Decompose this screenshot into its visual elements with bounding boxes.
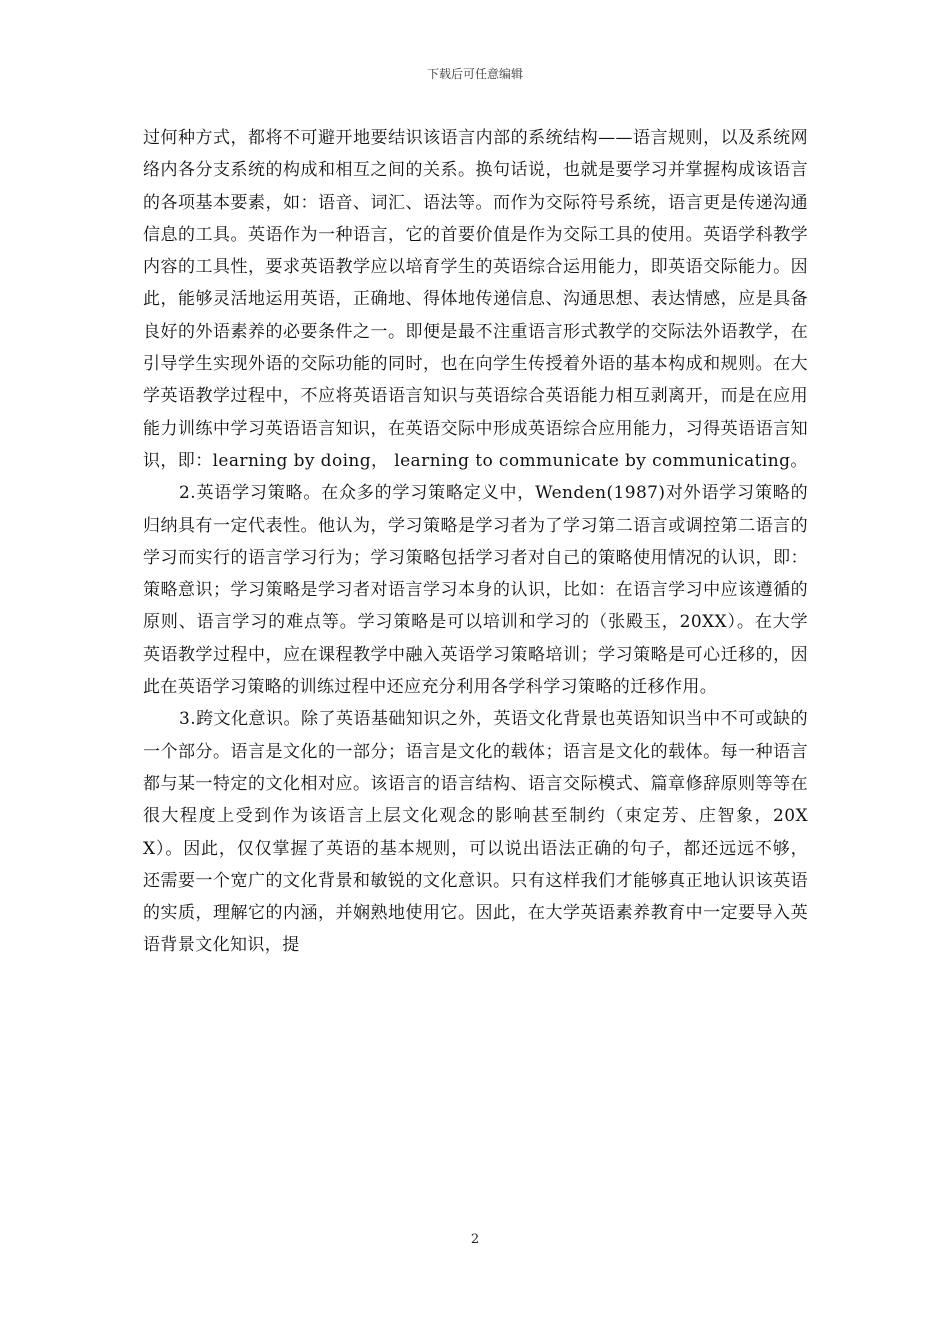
paragraph-learning-strategy: 2.英语学习策略。在众多的学习策略定义中，Wenden(1987)对外语学习策略的归纳具有一定代表性。他认为，学习策略是学习者为了学习第二语言或调控第二语言的学习而实行的语言学习行为；学习策略包括学习者对自己的策略使用情况的认识，即：策略意识；学习策略是学习者对语言学习本身的认识，比如：在语言学习中应该遵循的原则、语言学习的难点等。学习策略是可以培训和学习的（张殿玉，20XX）。在大学英语教学过程中，应在课程教学中融入英语学习策略培训；学习策略是可心迁移的，因此在英语学习策略的训练过程中还应充分利用各学科学习策略的迁移作用。	[143, 483, 808, 698]
page-footer	[0, 1232, 950, 1248]
header-text: 下载后可任意编辑	[426, 67, 523, 81]
paragraph-cross-cultural: 3.跨文化意识。除了英语基础知识之外，英语文化背景也英语知识当中不可或缺的一个部分。语言是文化的一部分；语言是文化的载体；语言是文化的载体。每一种语言都与某一特定的文化相对应。该语言的语言结构、语言交际模式、篇章修辞原则等等在很大程度上受到作为该语言上层文化观念的影响甚至制约（束定芳、庄智象，20XX）。因此，仅仅掌握了英语的基本规则，可以说出语法正确的句子，都还远远不够，还需要一个宽广的文化背景和敏锐的文化意识。只有这样我们才能够真正地认识该英语的实质，理解它的内涵，并娴熟地使用它。因此，在大学英语素养教育中一定要导入英语背景文化知识，提	[143, 709, 808, 956]
page-header	[0, 66, 950, 82]
paragraph-continuation: 过何种方式，都将不可避开地要结识该语言内部的系统结构——语言规则，以及系统网络内各分支系统的构成和相互之间的关系。换句话说，也就是要学习并掌握构成该语言的各项基本要素，如：语音、词汇、语法等。而作为交际符号系统，语言更是传递沟通信息的工具。英语作为一种语言，它的首要价值是作为交际工具的使用。英语学科教学内容的工具性，要求英语教学应以培育学生的英语综合运用能力，即英语交际能力。因此，能够灵活地运用英语，正确地、得体地传递信息、沟通思想、表达情感，应是具备良好的外语素养的必要条件之一。即便是最不注重语言形式教学的交际法外语教学，在引导学生实现外语的交际功能的同时，也在向学生传授着外语的基本构成和规则。在大学英语教学过程中，不应将英语语言知识与英语综合英语能力相互剥离开，而是在应用能力训练中学习英语语言知识，在英语交际中形成英语综合应用能力，习得英语语言知识，即：learning by doing， learning to communicate by communicating。	[143, 128, 808, 471]
page-number: 2	[470, 1232, 480, 1247]
document-body	[143, 122, 808, 962]
